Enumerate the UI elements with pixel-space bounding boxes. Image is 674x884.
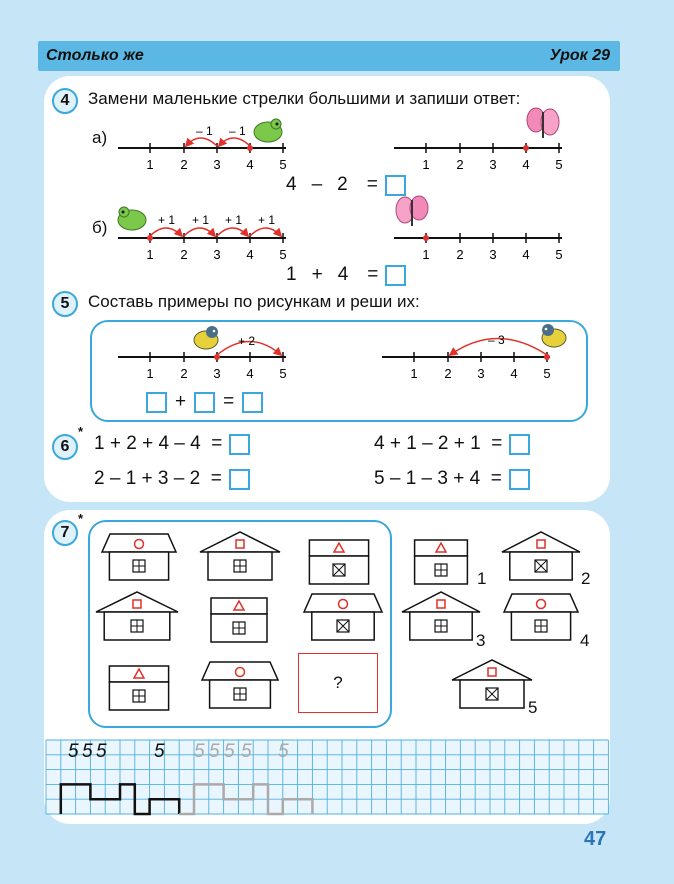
section-title: Столько же [46, 47, 144, 64]
tick-label: 5 [543, 366, 551, 381]
option-label-4: 4 [580, 631, 590, 650]
eq-term: 1 [286, 264, 297, 285]
tick-label: 2 [456, 157, 464, 172]
eq-op: + [311, 264, 323, 285]
tick-label: 3 [489, 157, 497, 172]
copy-digit: 5 [154, 741, 165, 762]
tick-label: 1 [146, 157, 154, 172]
tick-label: 4 [522, 247, 530, 262]
eq-term: 2 [337, 174, 348, 195]
tick-label: 5 [555, 157, 563, 172]
task-7-number: 7 [52, 520, 78, 546]
tick-label: 4 [246, 157, 254, 172]
eq-op: = [223, 391, 235, 412]
tick-label: 1 [422, 157, 430, 172]
option-label-5: 5 [528, 698, 538, 717]
task-5-number: 5 [52, 291, 78, 317]
house-icon [211, 598, 267, 642]
copy-digit: 5 [82, 741, 93, 762]
task-7-star: * [78, 511, 84, 526]
tick-label: 4 [246, 247, 254, 262]
expression-text: 1 + 2 + 4 – 4 = [94, 433, 223, 454]
house-icon [96, 592, 178, 640]
task-6-number: 6 [52, 434, 78, 460]
expression-text: 4 + 1 – 2 + 1 = [374, 433, 503, 454]
tick-label: 1 [410, 366, 418, 381]
house-icon [504, 594, 578, 640]
tick-label: 3 [477, 366, 485, 381]
task-5-text: Составь примеры по рисункам и реши их: [88, 292, 420, 311]
house-icon [102, 534, 176, 580]
tick-label: 1 [422, 247, 430, 262]
copybook-grid [44, 734, 610, 824]
arc-label: + 2 [238, 334, 256, 348]
tick-label: 1 [146, 247, 154, 262]
copy-digit: 5 [209, 741, 220, 762]
tick-label: 4 [510, 366, 518, 381]
house-icon [200, 532, 280, 580]
eq-op: – [311, 174, 323, 195]
arc-label: – 1 [196, 124, 213, 138]
tick-label: 5 [279, 247, 287, 262]
house-icon [452, 660, 532, 708]
tick-label: 3 [213, 366, 221, 381]
arc-label: + 1 [158, 213, 176, 227]
copy-digit: 5 [194, 741, 205, 762]
tick-label: 1 [146, 366, 154, 381]
tick-label: 5 [279, 366, 287, 381]
copy-digit: 5 [96, 741, 107, 762]
copy-digit: 5 [241, 741, 252, 762]
eq-term: 4 [337, 264, 349, 285]
task-4a-label: а) [92, 128, 108, 147]
tick-label: 3 [213, 157, 221, 172]
copy-digit: 5 [224, 741, 235, 762]
tick-label: 2 [180, 247, 188, 262]
tick-label: 2 [444, 366, 452, 381]
page-number: 47 [584, 828, 607, 850]
option-label-2: 2 [581, 569, 591, 588]
task-4b-label: б) [92, 218, 108, 237]
question-box[interactable] [298, 653, 378, 713]
tick-label: 2 [456, 247, 464, 262]
eq-term: 4 [286, 174, 297, 195]
tick-label: 2 [180, 366, 188, 381]
option-label-1: 1 [477, 569, 487, 588]
task-4-text: Замени маленькие стрелки большими и запиши ответ: [88, 89, 521, 108]
arc-label: + 1 [258, 213, 276, 227]
expression-text: 2 – 1 + 3 – 2 = [94, 468, 222, 489]
house-icon [415, 540, 468, 584]
eq-op: = [366, 174, 378, 195]
arc-label: + 1 [225, 213, 243, 227]
arc-label: – 1 [229, 124, 246, 138]
copy-digit: 5 [278, 741, 289, 762]
tick-label: 5 [555, 247, 563, 262]
tick-label: 3 [489, 247, 497, 262]
expression-text: 5 – 1 – 3 + 4 = [374, 468, 502, 489]
tick-label: 3 [213, 247, 221, 262]
arc-label: – 3 [488, 333, 505, 347]
option-label-3: 3 [476, 631, 486, 650]
copy-digit: 5 [68, 741, 79, 762]
question-mark: ? [333, 673, 343, 692]
tick-label: 4 [246, 366, 254, 381]
lesson-title: Урок 29 [549, 47, 610, 64]
house-icon [402, 592, 480, 640]
eq-op: + [175, 391, 187, 412]
house-icon [109, 666, 168, 710]
house-icon [304, 594, 382, 640]
tick-label: 5 [279, 157, 287, 172]
tick-label: 2 [180, 157, 188, 172]
house-icon [202, 662, 278, 708]
house-icon [502, 532, 580, 580]
eq-op: = [367, 264, 379, 285]
task-4-number: 4 [52, 88, 78, 114]
tick-label: 4 [522, 157, 530, 172]
task-6-star: * [78, 424, 84, 439]
house-icon [309, 540, 368, 584]
arc-label: + 1 [192, 213, 210, 227]
